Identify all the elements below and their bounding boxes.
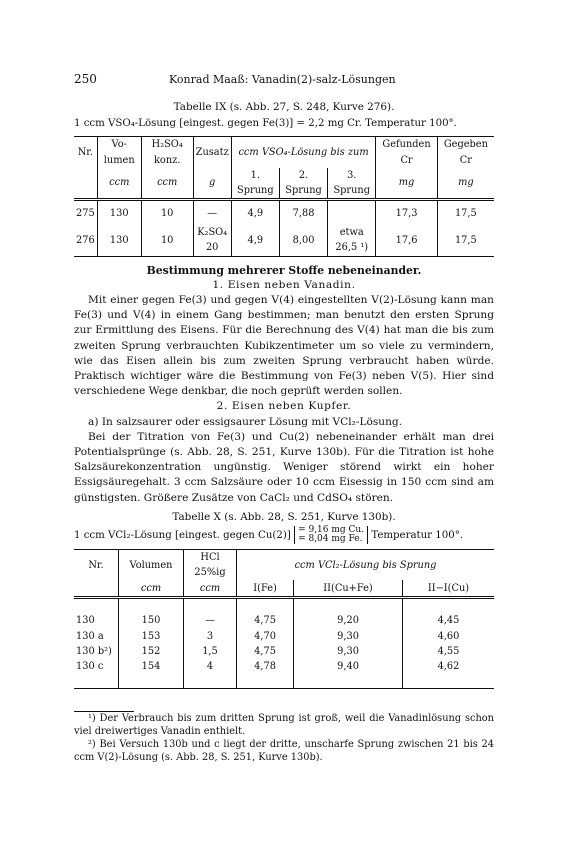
t10-spacer: [402, 598, 494, 614]
t9-r1-vol: 130: [97, 200, 141, 226]
t10-r2-d: 4,60: [437, 630, 460, 642]
t10-spacer: [294, 598, 403, 614]
t10-r3-i: 4,75: [237, 644, 294, 659]
t10-r4-nr: 130 c: [74, 659, 119, 674]
t10-r2-ii: 9,30: [294, 629, 403, 644]
t9-r1-s2: 7,88: [279, 200, 327, 226]
t9-h-sprung2: 2. Sprung: [279, 168, 327, 200]
t10-r1-ii: 9,20: [294, 613, 403, 628]
subsection-2: 2. Eisen neben Kupfer.: [216, 400, 352, 413]
t10-h-vol: Volumen: [119, 550, 184, 581]
table-row: [74, 225, 494, 256]
t10-end: [184, 674, 237, 689]
t10-r3-hcl: 1,5: [184, 644, 237, 659]
t9-r1-s1: 4,9: [231, 200, 279, 226]
t9-r1-geg: 17,5: [454, 207, 477, 219]
t10-unit-hcl: ccm: [184, 580, 237, 598]
t9-unit-gef: mg: [376, 168, 437, 200]
table-row: [74, 200, 494, 226]
t10-r2-nr: 130 a: [74, 629, 119, 644]
t10-r1-d: 4,45: [437, 615, 460, 627]
footnotes: [74, 712, 494, 764]
t10-h-group: ccm VCl₂-Lösung bis Sprung: [237, 550, 495, 581]
table-row: [74, 644, 494, 659]
t9-r1-zusatz: —: [193, 200, 231, 226]
t10-unit-vol: ccm: [119, 580, 184, 598]
t10-spacer: [184, 598, 237, 614]
page: [74, 72, 494, 764]
t9-unit-zusatz: g: [193, 168, 231, 200]
t9-r2-zusatz-cell: [193, 225, 231, 256]
table9-subcaption: 1 ccm VSO₄-Lösung [eingest. gegen Fe(3)] = 2,2 mg Cr. Temperatur 100°.: [74, 118, 457, 130]
table9-caption: Tabelle IX (s. Abb. 27, S. 248, Kurve 276).: [173, 101, 395, 113]
t10-r2-vol: 153: [119, 629, 184, 644]
t9-h-h2so4: H₂SO₄ konz.: [141, 137, 193, 168]
t10-r4-vol: 154: [119, 659, 184, 674]
t9-h-zusatz: Zusatz: [193, 137, 231, 168]
t9-r2-s2: 8,00: [279, 225, 327, 256]
t10-spacer: [74, 598, 119, 614]
t9-h-gefunden: Gefunden Cr: [376, 137, 437, 168]
t10-brace-1: = 9,16 mg Cu.: [298, 525, 365, 536]
t10-r1-hcl: —: [184, 613, 237, 628]
table-9: [74, 136, 494, 256]
footnote-2: ²) Bei Versuch 130b und c liegt der dritte, unscharfe Sprung zwischen 21 bis 24 ccm V(2)-Lösung (s. Abb. 28, S. 251, Kurve 130b).: [74, 739, 494, 764]
t10-brace: [294, 526, 368, 544]
page-header: [74, 72, 494, 90]
running-title: Konrad Maaß: Vanadin(2)-salz-Lösungen: [169, 73, 396, 86]
t9-r2-s3: 26,5 ¹): [335, 242, 369, 254]
t10-r4-hcl: 4: [184, 659, 237, 674]
table-row: [74, 613, 494, 628]
t9-r2-h2so4: 10: [141, 225, 193, 256]
subsection-1: 1. Eisen neben Vanadin.: [212, 278, 356, 291]
t10-h-diff: II−I(Cu): [402, 580, 494, 598]
table10-subcaption: [74, 526, 494, 544]
t10-r3-nr: 130 b²): [74, 644, 119, 659]
t9-r1-gef: 17,3: [376, 200, 437, 226]
t10-end: [237, 674, 294, 689]
t9-h-sprung3: 3. Sprung: [328, 168, 376, 200]
table-row: [74, 674, 494, 689]
t9-r2-nr: 276: [74, 225, 97, 256]
t10-r1-i: 4,75: [237, 613, 294, 628]
subsection-2a: a) In salzsaurer oder essigsaurer Lösung mit VCl₂-Lösung.: [88, 415, 403, 428]
page-number: 250: [74, 72, 97, 86]
t10-end: [74, 674, 119, 689]
t9-r1-h2so4: 10: [141, 200, 193, 226]
t10-r2-i: 4,70: [237, 629, 294, 644]
t10-r3-ii: 9,30: [294, 644, 403, 659]
footnote-1: ¹) Der Verbrauch bis zum dritten Sprung ist groß, weil die Vanadinlösung schon viel dreiwertiges Vanadin enthielt.: [74, 713, 494, 738]
t10-r3-d: 4,55: [437, 645, 460, 657]
t9-h-group: ccm VSO₄-Lösung bis zum: [231, 137, 376, 168]
t10-brace-2: = 8,04 mg Fe.: [298, 534, 363, 545]
t10-h-nr: Nr.: [74, 550, 119, 581]
t9-r2-zusatz: 20: [205, 242, 219, 254]
t9-r1-nr: 275: [74, 200, 97, 226]
t9-r2-s3-top: etwa: [339, 227, 364, 239]
table10-caption: Tabelle X (s. Abb. 28, S. 251, Kurve 130b).: [172, 510, 396, 523]
t10-r3-vol: 152: [119, 644, 184, 659]
t9-h-gegeben: Gegeben Cr: [437, 137, 494, 168]
t10-h-hcl: HCl 25%ig: [184, 550, 237, 581]
t10-h-ii: II(Cu+Fe): [294, 580, 403, 598]
t10-r2-hcl: 3: [184, 629, 237, 644]
t10-r1-nr: 130: [74, 613, 119, 628]
t10-r4-i: 4,78: [237, 659, 294, 674]
t9-r2-s3-cell: [328, 225, 376, 256]
t9-h-vol: Vo-lumen: [97, 137, 141, 168]
t9-r2-s1: 4,9: [231, 225, 279, 256]
paragraph-2: Bei der Titration von Fe(3) und Cu(2) nebeneinander erhält man drei Potentialsprünge (s. Abb. 28, S. 251, Kurve 130b). Für die Titration ist hohe Salzsäurekonzentration ungünstig. Weniger störend wirkt ein hoher Essigsäuregehalt. 3 ccm Salzsäure oder 10 ccm Eisessig in 150 ccm sind am günstigsten. Größere Zusätze von CaCl₂ und CdSO₄ stören.: [74, 430, 494, 504]
t10-r1-vol: 150: [119, 613, 184, 628]
t9-r2-geg: 17,5: [437, 225, 494, 256]
t9-r1-s3: [328, 200, 376, 226]
t10-end: [402, 674, 494, 689]
t10-end: [294, 674, 403, 689]
t9-unit-vol: ccm: [97, 168, 141, 200]
table-row: [74, 598, 494, 614]
t10-sub-right: Temperatur 100°.: [371, 530, 464, 542]
t10-h-i: I(Fe): [237, 580, 294, 598]
t10-r4-ii: 9,40: [294, 659, 403, 674]
t9-unit-h2so4: ccm: [141, 168, 193, 200]
t9-r2-vol: 130: [97, 225, 141, 256]
t9-h-nr: Nr.: [74, 137, 97, 168]
t9-r2-zusatz-top: K₂SO₄: [197, 227, 228, 239]
t9-empty: [74, 168, 97, 200]
table-row: [74, 629, 494, 644]
t10-end: [119, 674, 184, 689]
paragraph-1: Mit einer gegen Fe(3) und gegen V(4) eingestellten V(2)-Lösung kann man Fe(3) und V(4) in einem Gang bestimmen; man benutzt den ersten Sprung zur Ermittlung des Eisens. Für die Berechnung des V(4) hat man die bis zum zweiten Sprung verbrauchten Kubikzentimeter um so viele zu vermindern, wie das Eisen allein bis zum zweiten Sprung verbraucht haben würde. Praktisch wichtiger wäre die Bestimmung von Fe(3) neben V(5). Hier sind verschiedene Wege denkbar, die noch geprüft werden sollen.: [74, 294, 494, 398]
t10-r4-d: 4,62: [437, 661, 460, 673]
table-10: [74, 549, 494, 689]
t10-spacer: [237, 598, 294, 614]
t9-h-sprung1: 1. Sprung: [231, 168, 279, 200]
t10-empty: [74, 580, 119, 598]
t10-spacer: [119, 598, 184, 614]
t9-unit-geg: mg: [437, 168, 494, 200]
table-row: [74, 659, 494, 674]
t9-r2-gef: 17,6: [376, 225, 437, 256]
t10-sub-left: 1 ccm VCl₂-Lösung [eingest. gegen Cu(2)]: [74, 530, 291, 542]
section-title: Bestimmung mehrerer Stoffe nebeneinander.: [146, 263, 422, 277]
